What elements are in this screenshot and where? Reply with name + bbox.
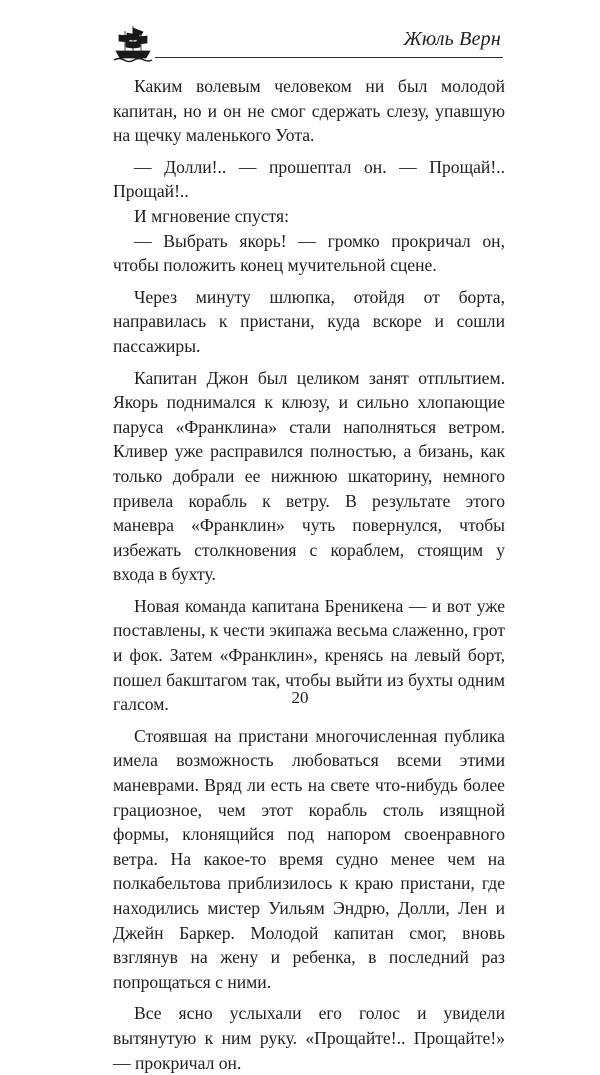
sailing-ship-icon <box>113 22 153 64</box>
paragraph: — Долли!.. — прошептал он. — Прощай!.. Прощай!.. <box>113 156 505 202</box>
paragraph: Стоявшая на пристани многочисленная публика имела возможность любоваться всеми этими маневрами. Вряд ли есть на свете что-нибудь более грациозное, чем этот корабль столь изящной формы, клонящийся под напором своенравного ветра. На какое-то время судно менее чем на полкабельтова приблизилось к краю пристани, где находились мистер Уильям Эндрю, Долли, Лен и Джейн Баркер. Молодой капитан смог, вновь взглянув на жену и ребенка, в последний раз попрощаться с ними. <box>113 725 505 992</box>
paragraph: Все ясно услыхали его голос и увидели вытянутую к ним руку. «Прощайте!.. Прощайте!» — прокричал он. <box>113 1003 505 1073</box>
paragraph: Через минуту шлюпка, отойдя от борта, направилась к пристани, куда вскоре и сошли пассажиры. <box>113 286 505 356</box>
header-rule <box>155 57 503 58</box>
paragraph: И мгновение спустя: <box>134 205 289 226</box>
paragraph: Капитан Джон был целиком занят отплытием. Якорь поднимался к клюзу, и сильно хлопающие паруса «Франклина» стали наполняться ветром. Кливер уже расправился полностью, а бизань, как только добрали ее нижнюю шкаторину, немного привела корабль к ветру. В результате этого маневра «Франклин» чуть повернулся, чтобы избежать столкновения с кораблем, стоящим у входа в бухту. <box>113 367 505 585</box>
paragraph: — Выбрать якорь! — громко прокричал он, чтобы положить конец мучительной сцене. <box>113 230 505 276</box>
paragraph: Новая команда капитана Бреникена — и вот уже поставлены, к чести экипажа весьма слаженно, грот и фок. Затем «Франклин», кренясь на левый борт, пошел бакштагом так, чтобы выйти из бухты одним галсом. <box>113 595 505 715</box>
paragraph: Каким волевым человеком ни был молодой капитан, но и он не смог сдержать слезу, упавшую на щечку маленького Уота. <box>113 76 505 146</box>
page-header <box>113 22 503 68</box>
running-head: Жюль Верн <box>403 28 501 50</box>
page-number: 20 <box>291 688 309 707</box>
body-text <box>113 74 505 1075</box>
